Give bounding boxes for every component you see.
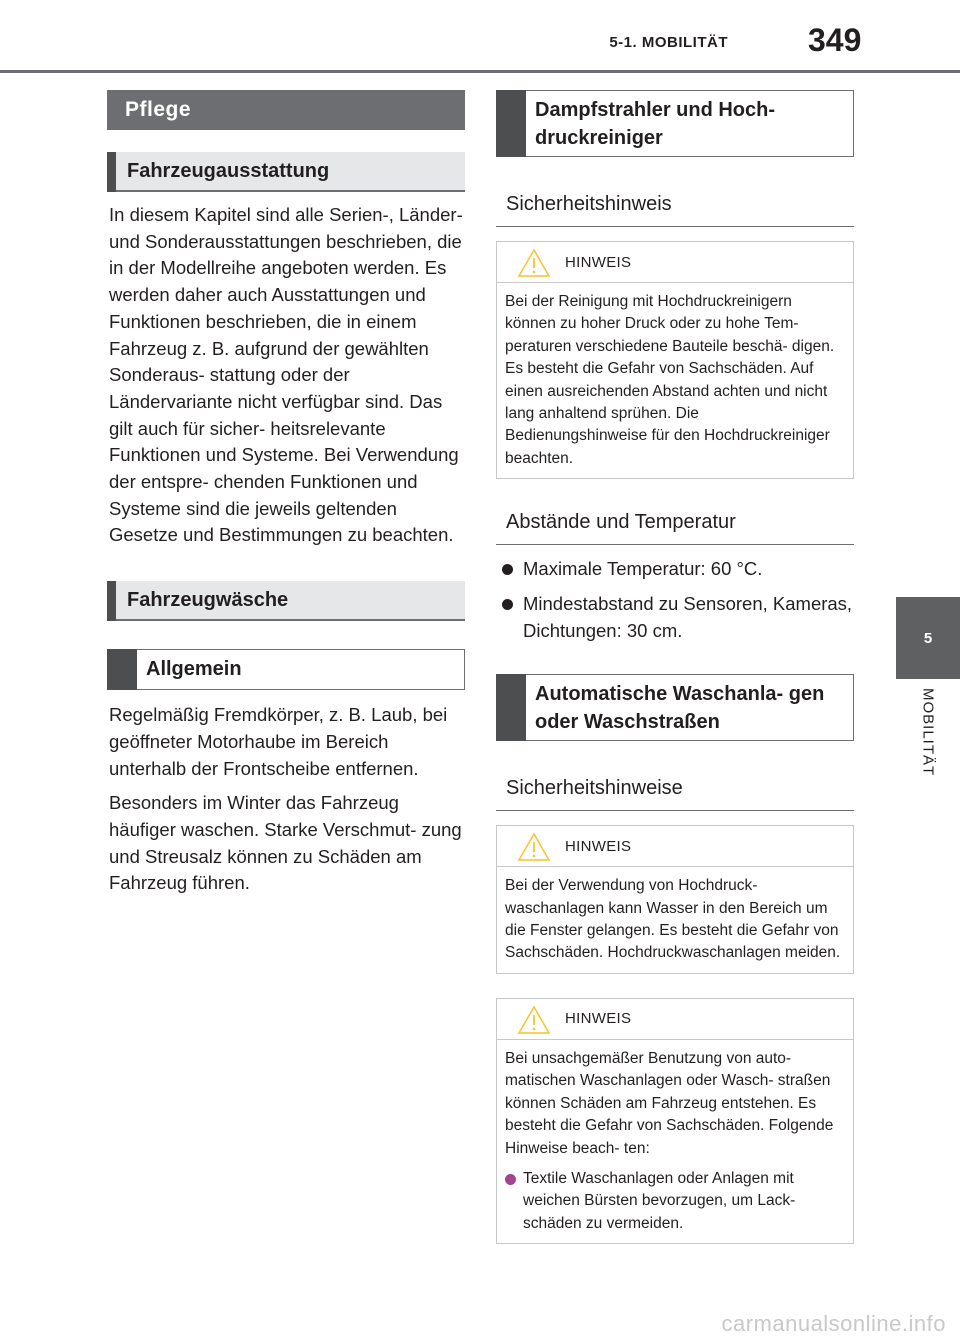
minor-title-sicherheitshinweis [496, 183, 854, 227]
notice-header [497, 242, 853, 283]
minor-title-sicherheitshinweise [496, 767, 854, 811]
section-title-text: Fahrzeugausstattung [127, 159, 330, 182]
notice-body [497, 283, 853, 478]
notice-bullet: Textile Waschanlagen oder Anlagen mit weichen Bürsten bevorzugen, um Lack- schäden zu vermeiden. [505, 1168, 843, 1235]
watermark: carmanualsonline.info [721, 1311, 946, 1336]
subsection-title-dampfstrahler [496, 90, 854, 157]
notice-header [497, 999, 853, 1040]
warning-triangle-icon [517, 832, 551, 862]
notice-label: HINWEIS [565, 253, 632, 271]
chapter-title: Pflege [107, 90, 465, 130]
bullet-list [496, 555, 854, 644]
subsection-title-waschanlagen [496, 674, 854, 741]
subsection-title-allgemein [107, 649, 465, 690]
notice-label: HINWEIS [565, 1010, 632, 1028]
header-section-title: 5-1. MOBILITÄT [609, 34, 728, 51]
warning-triangle-icon [517, 248, 551, 278]
notice-box [496, 241, 854, 479]
right-column [496, 90, 854, 1244]
subsection-title-text: Dampfstrahler und Hoch- druckreiniger [535, 98, 776, 149]
warning-triangle-icon [517, 1005, 551, 1035]
side-tab-label-text: MOBILITÄT [919, 688, 937, 777]
side-tab-label [896, 688, 960, 798]
minor-title-text: Abstände und Temperatur [506, 511, 736, 534]
side-tab-number-text: 5 [923, 629, 933, 647]
subsection-title-text: Automatische Waschanla- gen oder Waschstraßen [535, 682, 825, 733]
notice-text: Bei unsachgemäßer Benutzung von auto- matischen Waschanlagen oder Wasch- straßen können Schäden am Fahrzeug entstehen. Es besteht die Gefahr von Sachschäden. Folgende Hinweise beach- ten: [505, 1049, 834, 1157]
minor-title-abstaende [496, 501, 854, 545]
body-paragraph: In diesem Kapitel sind alle Serien-, Länder- und Sonderausstattungen beschrieben, die in der Modellreihe angeboten werden. Es werden daher auch Ausstattungen und Funktionen beschrieben, die in einem Fahrzeug z. B. aufgrund der gewählten Sonderaus- stattung oder der Ländervariante nicht verfügbar sind. Das gilt auch für sicher- heitsrelevante Funktionen und Systeme. Bei Verwendung der entspre- chenden Funktionen und Systeme sind die jeweils geltenden Gesetze und Bestimmungen zu beachten. [109, 204, 463, 546]
list-item: Mindestabstand zu Sensoren, Kameras, Dichtungen: 30 cm. [496, 590, 854, 644]
page-number: 349 [808, 22, 862, 58]
notice-header [497, 826, 853, 867]
notice-label: HINWEIS [565, 837, 632, 855]
list-item: Maximale Temperatur: 60 °C. [496, 555, 854, 582]
header-rule [0, 70, 960, 73]
body-paragraph: Regelmäßig Fremdkörper, z. B. Laub, bei geöffneter Motorhaube im Bereich unterhalb der Frontscheibe entfernen. [109, 704, 448, 779]
notice-box [496, 998, 854, 1244]
minor-title-text: Sicherheitshinweis [506, 193, 672, 215]
side-tab-number[interactable] [896, 597, 960, 679]
minor-title-text: Sicherheitshinweise [506, 777, 683, 800]
section-title-fahrzeugausstattung [107, 152, 465, 192]
section-title-text: Fahrzeugwäsche [127, 588, 289, 611]
notice-box [496, 825, 854, 974]
body-paragraph: Besonders im Winter das Fahrzeug häufiger waschen. Starke Verschmut- zung und Streusalz können zu Schäden am Fahrzeug führen. [109, 792, 462, 894]
notice-body [497, 867, 853, 973]
notice-text: Bei der Reinigung mit Hochdruckreinigern können zu hoher Druck oder zu hohe Tem- peraturen verschiedene Bauteile beschä- digen. Es besteht die Gefahr von Sachschäden. Auf einen ausreichenden Abstand achten und nicht lang anhaltend sprühen. Die Bedienungshinweise für den Hochdruckreiniger beachten. [505, 293, 835, 467]
subsection-title-text: Allgemein [146, 658, 242, 681]
notice-text: Bei der Verwendung von Hochdruck- waschanlagen kann Wasser in den Bereich um die Fenster gelangen. Es besteht die Gefahr von Sachschäden. Hochdruckwaschanlagen meiden. [505, 877, 841, 962]
notice-body [497, 1040, 853, 1243]
section-title-fahrzeugwaesche [107, 581, 465, 621]
left-column [107, 90, 465, 897]
